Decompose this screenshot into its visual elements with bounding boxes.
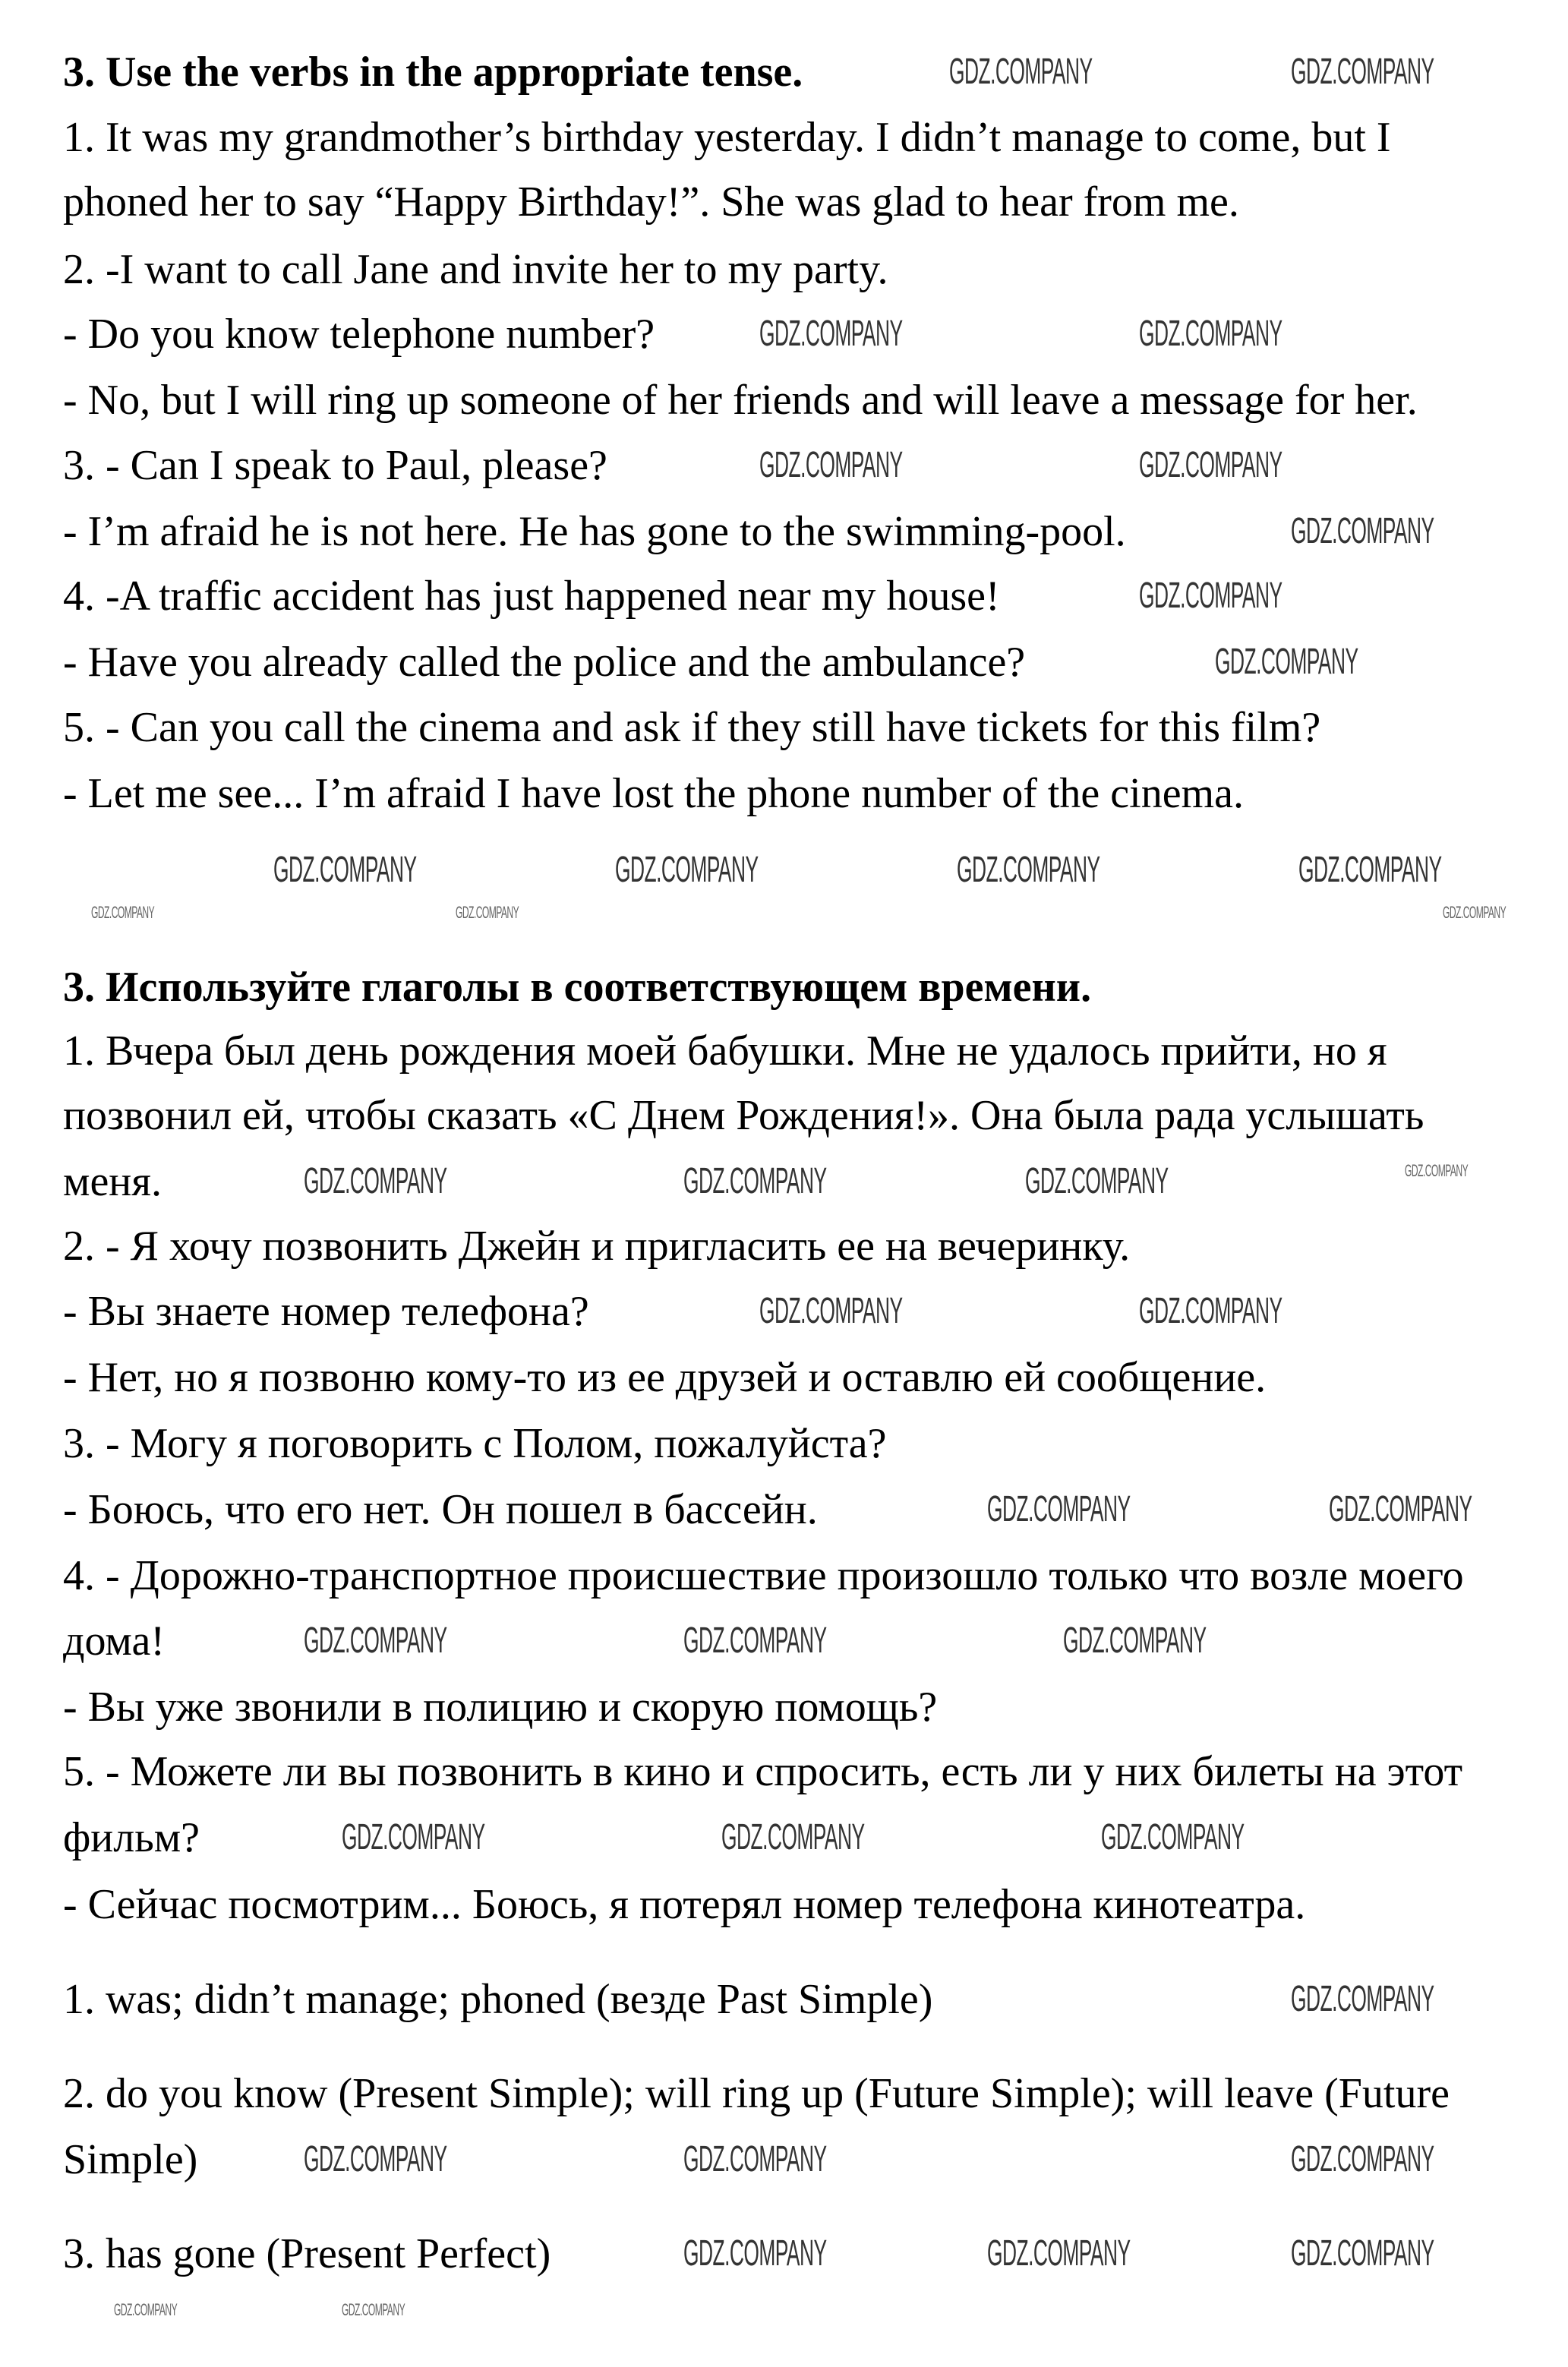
text-line: 3. - Can I speak to Paul, please?: [63, 442, 607, 489]
watermark: GDZ.COMPANY: [987, 2233, 1131, 2274]
watermark: GDZ.COMPANY: [1101, 1817, 1245, 1857]
watermark: GDZ.COMPANY: [683, 2233, 827, 2274]
text-line: 1. Вчера был день рождения моей бабушки. Мне не удалось прийти, но я: [63, 1027, 1387, 1075]
watermark: GDZ.COMPANY: [957, 850, 1100, 890]
watermark: GDZ.COMPANY: [1025, 1161, 1169, 1201]
watermark: GDZ.COMPANY: [1291, 52, 1434, 92]
watermark: GDZ.COMPANY: [1405, 1161, 1469, 1180]
watermark: GDZ.COMPANY: [683, 1161, 827, 1201]
text-line: 4. -A traffic accident has just happened near my house!: [63, 573, 1000, 620]
watermark: GDZ.COMPANY: [1291, 2139, 1434, 2179]
watermark: GDZ.COMPANY: [759, 314, 903, 354]
watermark: GDZ.COMPANY: [1139, 1291, 1282, 1331]
answer-line: 2. do you know (Present Simple); will ring up (Future Simple); will leave (Future: [63, 2070, 1450, 2117]
text-line: - Нет, но я позвоню кому-то из ее друзей и оставлю ей сообщение.: [63, 1354, 1267, 1401]
text-line: - Have you already called the police and the ambulance?: [63, 639, 1026, 686]
watermark: GDZ.COMPANY: [1139, 445, 1282, 485]
answer-line: 1. was; didn’t manage; phoned (везде Past Simple): [63, 1976, 933, 2023]
text-line: - Вы знаете номер телефона?: [63, 1288, 589, 1335]
text-line: 4. - Дорожно-транспортное происшествие произошло только что возле моего: [63, 1552, 1464, 1599]
watermark: GDZ.COMPANY: [1291, 511, 1434, 551]
watermark: GDZ.COMPANY: [1139, 314, 1282, 354]
watermark: GDZ.COMPANY: [304, 1621, 447, 1661]
watermark: GDZ.COMPANY: [304, 2139, 447, 2179]
text-line: - Вы уже звонили в полицию и скорую помощь?: [63, 1684, 938, 1731]
text-line: 3. - Могу я поговорить с Полом, пожалуйста?: [63, 1420, 887, 1467]
watermark: GDZ.COMPANY: [1329, 1489, 1472, 1529]
watermark: GDZ.COMPANY: [987, 1489, 1131, 1529]
watermark: GDZ.COMPANY: [1291, 2233, 1434, 2274]
text-line: 5. - Can you call the cinema and ask if they still have tickets for this film?: [63, 704, 1321, 751]
text-line: позвонил ей, чтобы сказать «С Днем Рождения!». Она была рада услышать: [63, 1092, 1424, 1139]
text-line: - Do you know telephone number?: [63, 311, 655, 358]
english-title: 3. Use the verbs in the appropriate tense.: [63, 49, 803, 96]
text-line: - Сейчас посмотрим... Боюсь, я потерял номер телефона кинотеатра.: [63, 1881, 1306, 1928]
watermark: GDZ.COMPANY: [759, 445, 903, 485]
watermark: GDZ.COMPANY: [721, 1817, 865, 1857]
text-line: дома!: [63, 1617, 165, 1665]
watermark: GDZ.COMPANY: [949, 52, 1093, 92]
answer-line: 3. has gone (Present Perfect): [63, 2230, 551, 2277]
watermark: GDZ.COMPANY: [114, 2300, 178, 2319]
watermark: GDZ.COMPANY: [91, 903, 155, 922]
text-line: 2. -I want to call Jane and invite her to my party.: [63, 246, 888, 293]
watermark: GDZ.COMPANY: [1298, 850, 1442, 890]
watermark: GDZ.COMPANY: [1139, 576, 1282, 616]
text-line: - No, but I will ring up someone of her friends and will leave a message for her.: [63, 377, 1418, 424]
watermark: GDZ.COMPANY: [342, 1817, 485, 1857]
watermark: GDZ.COMPANY: [1215, 642, 1358, 682]
text-line: меня.: [63, 1158, 162, 1205]
watermark: GDZ.COMPANY: [615, 850, 759, 890]
watermark: GDZ.COMPANY: [1063, 1621, 1207, 1661]
text-line: - Боюсь, что его нет. Он пошел в бассейн.: [63, 1486, 818, 1533]
text-line: фильм?: [63, 1814, 200, 1861]
text-line: - Let me see... I’m afraid I have lost the phone number of the cinema.: [63, 770, 1244, 817]
russian-title: 3. Используйте глаголы в соответствующем времени.: [63, 964, 1092, 1011]
text-line: - I’m afraid he is not here. He has gone to the swimming-pool.: [63, 508, 1126, 555]
watermark: GDZ.COMPANY: [1443, 903, 1506, 922]
text-line: phoned her to say “Happy Birthday!”. She was glad to hear from me.: [63, 178, 1239, 226]
text-line: 1. It was my grandmother’s birthday yesterday. I didn’t manage to come, but I: [63, 114, 1391, 161]
text-line: 2. - Я хочу позвонить Джейн и пригласить ее на вечеринку.: [63, 1223, 1131, 1270]
answer-line: Simple): [63, 2136, 198, 2183]
text-line: 5. - Можете ли вы позвонить в кино и спросить, есть ли у них билеты на этот: [63, 1748, 1463, 1795]
watermark: GDZ.COMPANY: [342, 2300, 405, 2319]
watermark: GDZ.COMPANY: [1291, 1979, 1434, 2019]
watermark: GDZ.COMPANY: [759, 1291, 903, 1331]
watermark: GDZ.COMPANY: [456, 903, 519, 922]
watermark: GDZ.COMPANY: [304, 1161, 447, 1201]
watermark: GDZ.COMPANY: [273, 850, 417, 890]
watermark: GDZ.COMPANY: [683, 2139, 827, 2179]
watermark: GDZ.COMPANY: [683, 1621, 827, 1661]
